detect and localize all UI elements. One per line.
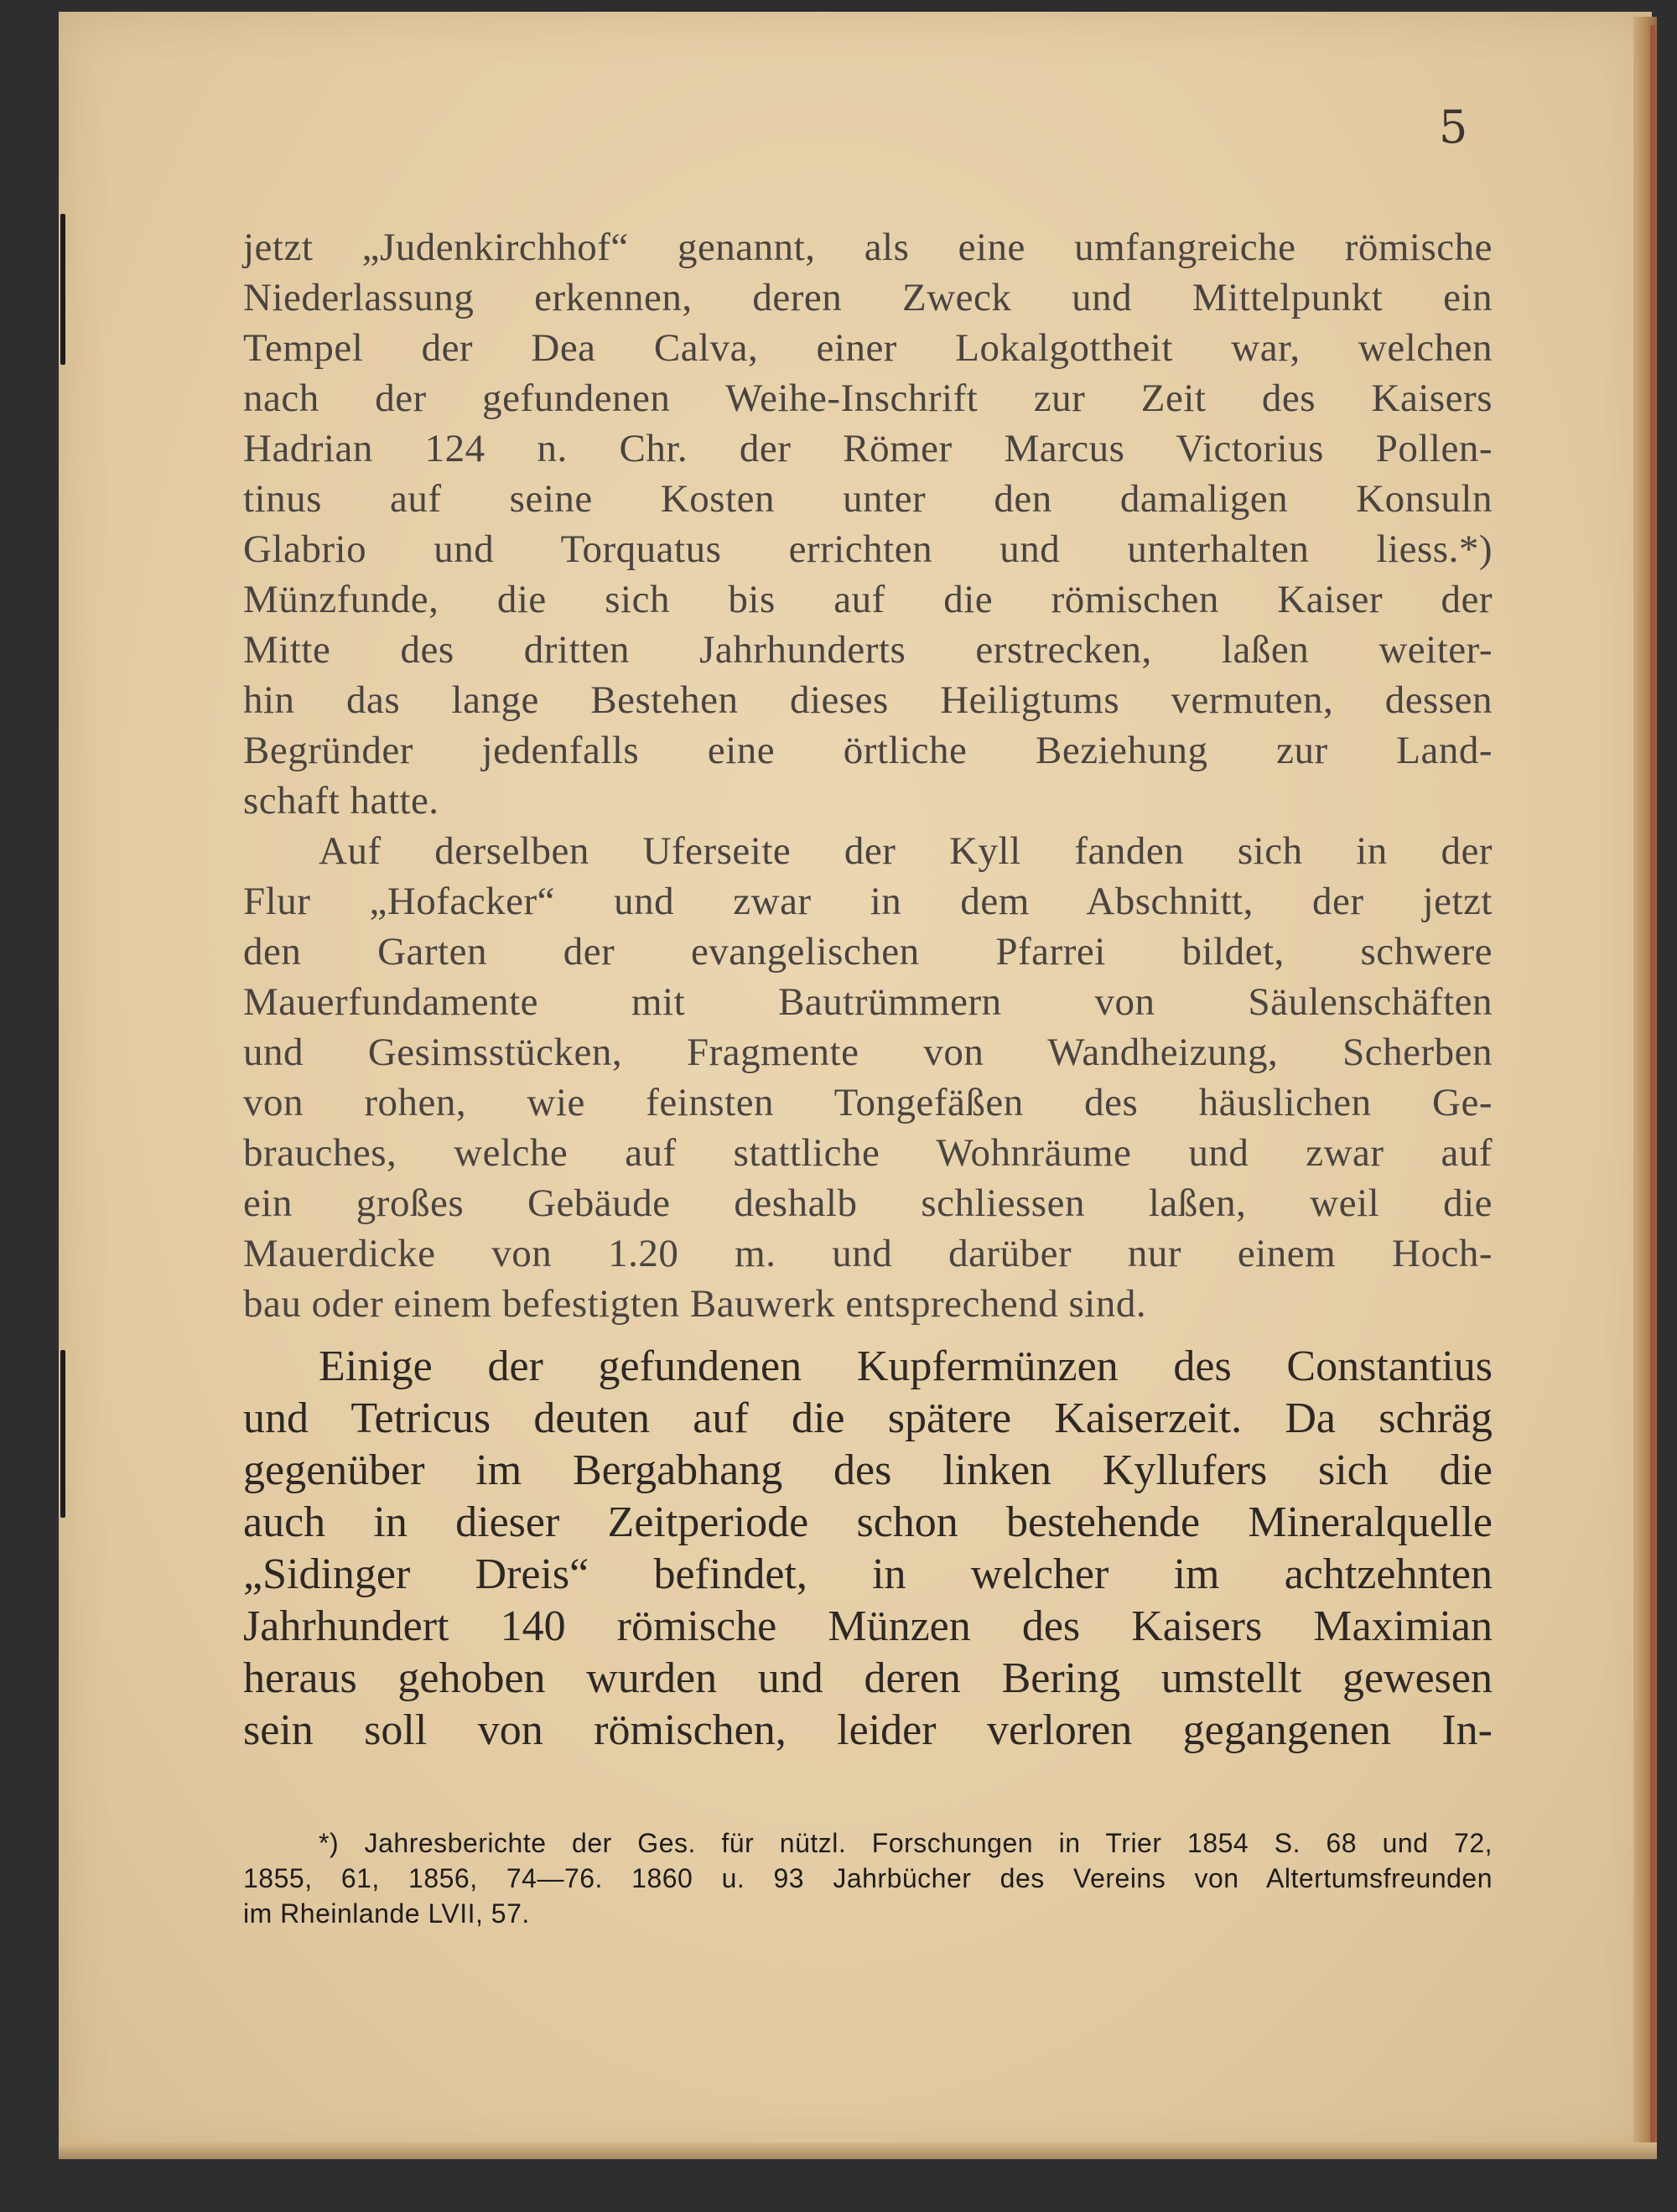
footnote-line: im Rheinlande LVII, 57. [243, 1898, 530, 1929]
text-line: Glabrio und Torquatus errichten und unterhalten liess.*) [243, 527, 1493, 571]
text-line: bau oder einem befestigten Bauwerk entsprechend sind. [243, 1282, 1147, 1326]
text-line: Mauerdicke von 1.20 m. und darüber nur einem Hoch- [243, 1232, 1493, 1275]
text-line: Begründer jedenfalls eine örtliche Beziehung zur Land- [243, 729, 1493, 772]
text-line: Flur „Hofacker“ und zwar in dem Abschnitt, der jetzt [243, 880, 1493, 923]
text-line: Münzfunde, die sich bis auf die römischen Kaiser der [243, 578, 1493, 621]
text-line: und Tetricus deuten auf die spätere Kaiserzeit. Da schräg [243, 1394, 1493, 1442]
text-line: Einige der gefundenen Kupfermünzen des Constantius [319, 1342, 1493, 1390]
text-line: Auf derselben Uferseite der Kyll fanden sich in der [319, 829, 1493, 873]
page-edge-red-stripe [1650, 25, 1655, 2152]
text-line: jetzt „Judenkirchhof“ genannt, als eine umfangreiche römische [243, 226, 1493, 269]
text-line: Hadrian 124 n. Chr. der Römer Marcus Victorius Pollen- [243, 427, 1493, 470]
text-line: schaft hatte. [243, 779, 439, 823]
binding-mark-bottom [60, 1350, 65, 1518]
text-line: Mauerfundamente mit Bautrümmern von Säulenschäften [243, 980, 1493, 1024]
text-line: Jahrhundert 140 römische Münzen des Kaisers Maximian [243, 1602, 1493, 1650]
footnote-line: 1855, 61, 1856, 74—76. 1860 u. 93 Jahrbücher des Vereins von Altertumsfreunden [243, 1863, 1493, 1893]
text-line: brauches, welche auf stattliche Wohnräume und zwar auf [243, 1131, 1493, 1175]
page-edge-bottom [59, 2142, 1657, 2159]
binding-mark-top [60, 214, 65, 365]
footnote-line: *) Jahresberichte der Ges. für nützl. Forschungen in Trier 1854 S. 68 und 72, [319, 1828, 1493, 1858]
text-line: den Garten der evangelischen Pfarrei bildet, schwere [243, 930, 1493, 974]
text-line: und Gesimsstücken, Fragmente von Wandheizung, Scherben [243, 1031, 1493, 1074]
text-line: nach der gefundenen Weihe-Inschrift zur Zeit des Kaisers [243, 376, 1493, 420]
text-line: hin das lange Bestehen dieses Heiligtums vermuten, dessen [243, 678, 1493, 722]
text-line: ein großes Gebäude deshalb schliessen laßen, weil die [243, 1181, 1493, 1225]
text-line: Mitte des dritten Jahrhunderts erstrecken, laßen weiter- [243, 628, 1493, 672]
text-line: „Sidinger Dreis“ befindet, in welcher im achtzehnten [243, 1550, 1493, 1598]
text-line: auch in dieser Zeitperiode schon bestehende Mineralquelle [243, 1498, 1493, 1546]
text-line: von rohen, wie feinsten Tongefäßen des häuslichen Ge- [243, 1081, 1493, 1124]
page-number: 5 [1439, 101, 1468, 153]
text-line: heraus gehoben wurden und deren Bering umstellt gewesen [243, 1654, 1493, 1702]
text-line: Niederlassung erkennen, deren Zweck und Mittelpunkt ein [243, 276, 1493, 319]
text-line: sein soll von römischen, leider verloren gegangenen In- [243, 1706, 1493, 1754]
text-line: gegenüber im Bergabhang des linken Kyllufers sich die [243, 1446, 1493, 1494]
text-line: Tempel der Dea Calva, einer Lokalgottheit war, welchen [243, 326, 1493, 370]
text-line: tinus auf seine Kosten unter den damaligen Konsuln [243, 477, 1493, 521]
